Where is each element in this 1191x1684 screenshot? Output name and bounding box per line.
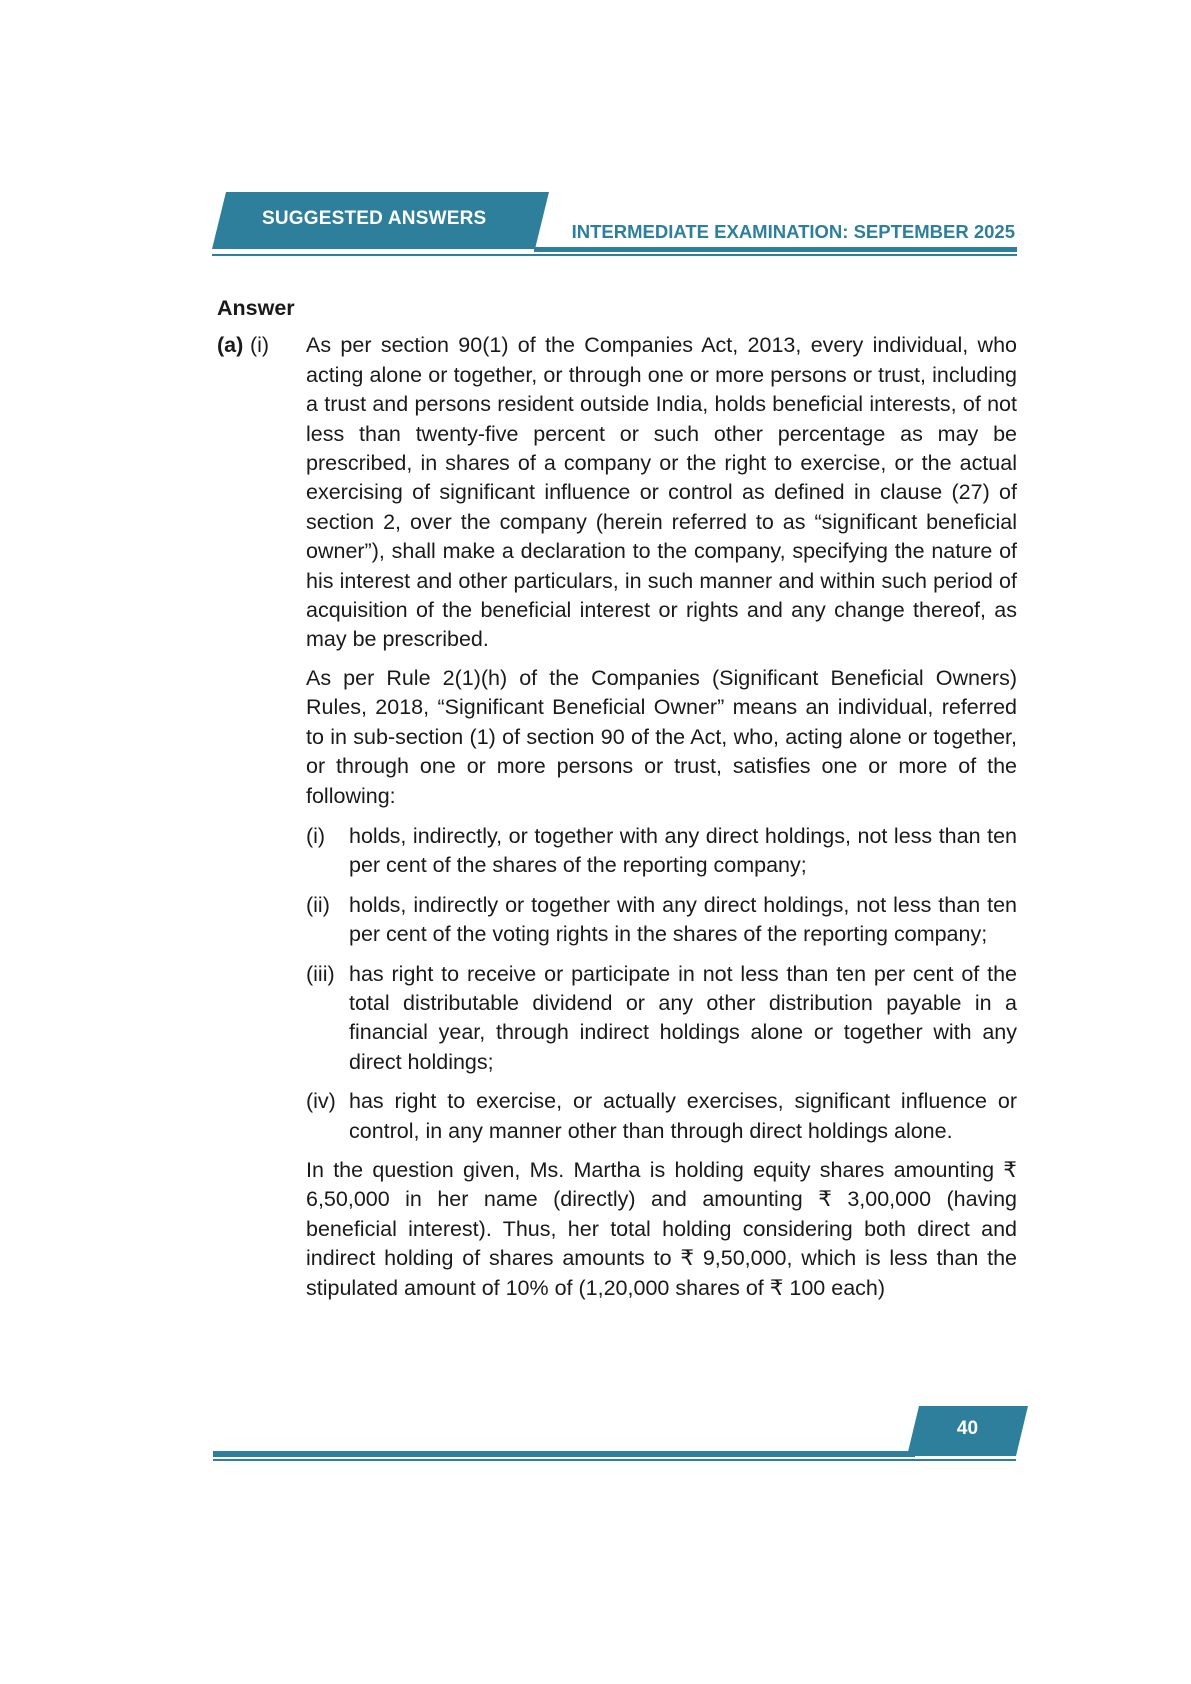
list-item-text: holds, indirectly or together with any direct holdings, not less than ten per cent of the voting rights in the shares of the reporting company;: [349, 892, 1017, 947]
list-item: [306, 960, 1017, 1078]
paragraph-section-90: As per section 90(1) of the Companies Act, 2013, every individual, who acting alone or together, or through one or more persons or trust, including a trust and persons resident outside India, holds beneficial interests, of not less than twenty-five percent or such other percentage as may be prescribed, in shares of a company or the right to exercise, or the actual exercising of significant influence or control as defined in clause (27) of section 2, over the company (herein referred to as “significant beneficial owner”), shall make a declaration to the company, specifying the nature of his interest and other particulars, in such manner and within such period of acquisition of the beneficial interest or rights and any change thereof, as may be prescribed.: [306, 333, 1017, 652]
page-header: [212, 192, 1017, 256]
header-right-label: INTERMEDIATE EXAMINATION: SEPTEMBER 2025: [571, 221, 1015, 242]
answer-part-a: [217, 331, 1017, 1303]
criteria-list: [306, 822, 1017, 1146]
sub-part-label: (i): [250, 333, 270, 358]
list-item-text: has right to receive or participate in not less than ten per cent of the total distributable dividend or any other distribution payable in a financial year, through indirect holdings alone or together with any direct holdings;: [349, 961, 1017, 1074]
list-item: [306, 822, 1017, 881]
header-left-label: SUGGESTED ANSWERS: [262, 208, 487, 229]
list-item-number: (iii): [306, 961, 335, 986]
list-item-text: holds, indirectly, or together with any direct holdings, not less than ten per cent of the shares of the reporting company;: [349, 823, 1017, 878]
answer-heading: Answer: [217, 296, 295, 320]
paragraph-conclusion: In the question given, Ms. Martha is holding equity shares amounting ₹ 6,50,000 in her name (directly) and amounting ₹ 3,00,000 (having beneficial interest). Thus, her total holding considering both direct and indirect holding of shares amounts to ₹ 9,50,000, which is less than the stipulated amount of 10% of (1,20,000 shares of ₹ 100 each): [306, 1157, 1017, 1300]
page-content: [217, 294, 1017, 1303]
header-rule-thick: [534, 247, 1017, 252]
list-item: [306, 891, 1017, 950]
footer-rule-thin: [213, 1459, 1016, 1461]
footer-rule-thick: [213, 1451, 915, 1457]
list-item-number: (ii): [306, 892, 330, 917]
answer-body: [306, 331, 1017, 1303]
list-item-number: (iv): [306, 1089, 336, 1114]
part-label: (a): [217, 333, 244, 358]
header-rule-thin: [212, 254, 1017, 256]
list-item-number: (i): [306, 823, 326, 848]
list-item-text: has right to exercise, or actually exercises, significant influence or control, in any manner other than through direct holdings alone.: [349, 1089, 1017, 1143]
page-number: 40: [956, 1418, 979, 1439]
paragraph-rule-2: As per Rule 2(1)(h) of the Companies (Significant Beneficial Owners) Rules, 2018, “Significant Beneficial Owner” means an individual, referred to in sub-section (1) of section 90 of the Act, who, acting alone or together, or through one or more persons or trust, satisfies one or more of the following:: [306, 665, 1017, 808]
list-item: [306, 1087, 1017, 1146]
